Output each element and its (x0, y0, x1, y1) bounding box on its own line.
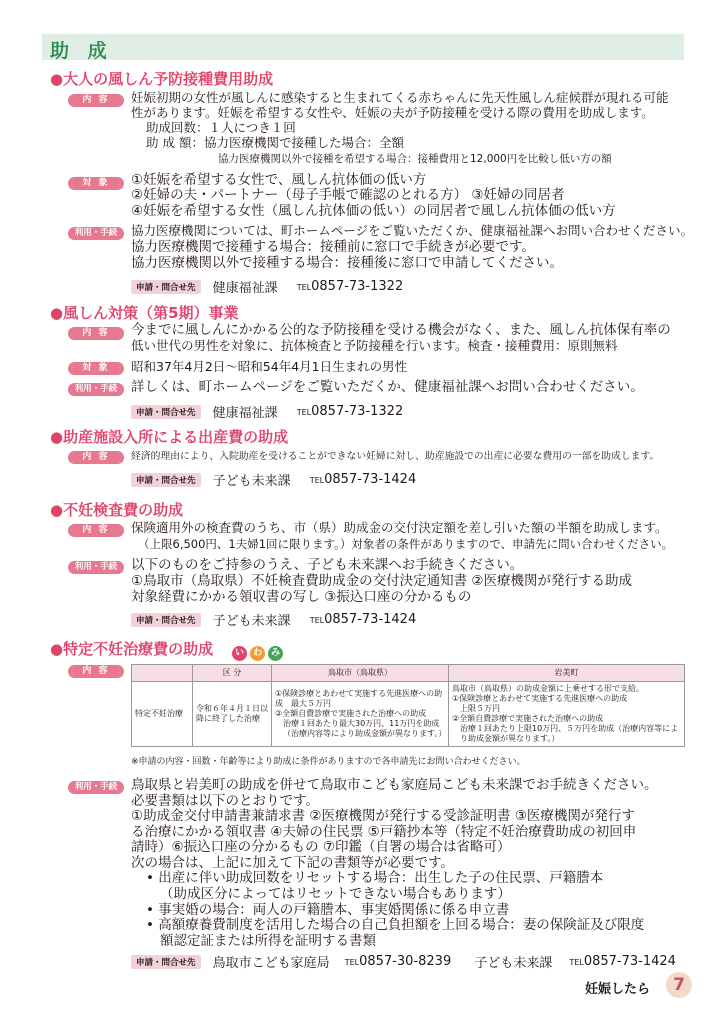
tel-prefix: TEL (569, 958, 584, 967)
content-line: 性があります。妊娠を希望する女性や、妊娠の夫が予防接種を受ける際の費用を助成します。 (131, 105, 654, 120)
tag-content: 内 容 (68, 451, 124, 464)
contact-infertility-treatment (131, 951, 676, 971)
procedure-line: 協力医療機関で接種する場合：接種前に窓口で手続きが必要です。 (131, 239, 535, 255)
tag-procedure: 利用・手続 (68, 781, 124, 794)
contact-rubella-vaccine (131, 276, 404, 296)
procedure-line: ①助成金交付申請書兼請求書 ②医療機関が発行する受診証明書 ③医療機関が発行す (131, 808, 635, 824)
tag-content: 内 容 (68, 94, 124, 107)
tottori-line: ②全額自費診療で実施された治療への助成 (275, 709, 427, 718)
contact-tel-2: 0857-73-1424 (583, 954, 676, 969)
footer-chapter-label: 妊娠したら (585, 982, 651, 997)
tel-prefix: TEL (296, 408, 312, 417)
table-header: 岩美町 (449, 665, 685, 682)
section-title-rubella-vaccine: ●大人の風しん予防接種費用助成 (50, 70, 274, 88)
table-header: 鳥取市（鳥取県） (272, 665, 449, 682)
procedure-line: る治療にかかる領収書 ④夫婦の住民票 ⑤戸籍抄本等（特定不妊治療費助成の初回申 (131, 824, 637, 840)
contact-badge: 申請・問合せ先 (131, 280, 201, 294)
procedure-line: • 出産に伴い助成回数をリセットする場合：出生した子の住民票、戸籍謄本 (146, 870, 604, 886)
procedure-line: 協力医療機関以外で接種する場合：接種後に窓口で申請してください。 (131, 255, 563, 271)
table-header: 区 分 (193, 665, 272, 682)
content-line: 助 成 額：協力医療機関で接種した場合：全額 (146, 135, 404, 150)
contact-dept: 健康福祉課 (212, 281, 278, 296)
content-line: 経済的理由により、入院助産を受けることができない妊婦に対し、助産施設での出産に必要な費用の一部を助成します。 (131, 451, 660, 462)
procedure-line: 鳥取県と岩美町の助成を併せて鳥取市こども家庭局こども未来課でお手続きください。 (131, 777, 658, 793)
tel-prefix: TEL (344, 958, 360, 967)
header-bar (42, 34, 684, 60)
target-line: ④妊娠を希望する女性（風しん抗体価の低い）の同居者で風しん抗体価の低い方 (131, 203, 616, 219)
contact-dept: 鳥取市こども家庭局 (212, 956, 330, 971)
target-line: ②妊婦の夫・パートナー（母子手帳で確認のとれる方） ③妊婦の同居者 (131, 187, 565, 203)
tag-content: 内 容 (68, 665, 124, 678)
logo-char-wa: わ (250, 646, 265, 661)
contact-maternity-facility (131, 469, 417, 489)
content-line: （上限6,500円、1夫婦1回に限ります。）対象者の条件がありますので、申請先に問い合わせください。 (138, 537, 674, 551)
page-number: 7 (666, 972, 692, 998)
logo-char-mi: み (268, 646, 283, 661)
procedure-line: 詳しくは、町ホームページをご覧いただくか、健康福祉課へお問い合わせください。 (131, 379, 644, 395)
table-note: ※申請の内容・回数・年齢等により助成に条件がありますので各申請先にお問い合わせください。 (131, 757, 526, 767)
section-title-rubella-5th: ●風しん対策（第5期）事業 (50, 304, 239, 322)
contact-badge: 申請・問合せ先 (131, 405, 201, 419)
target-line: ①妊娠を希望する女性で、風しん抗体価の低い方 (131, 172, 427, 188)
procedure-line: 以下のものをご持参のうえ、子ども未来課へお手続きください。 (131, 557, 524, 573)
contact-tel: 0857-73-1322 (311, 279, 404, 294)
contact-badge: 申請・問合せ先 (131, 613, 201, 627)
table-cell-category: 特定不妊治療 (132, 682, 193, 747)
contact-tel: 0857-73-1322 (311, 404, 404, 419)
procedure-line: 次の場合は、上記に加えて下記の書類等が必要です。 (131, 855, 454, 871)
contact-tel: 0857-73-1424 (324, 472, 417, 487)
procedure-line: • 高額療養費制度を活用した場合の自己負担額を上回る場合：妻の保険証及び限度 (146, 917, 645, 933)
contact-dept: 子ども未来課 (212, 614, 291, 629)
tag-target: 対 象 (68, 177, 124, 190)
contact-dept-2: 子ども未来課 (474, 956, 553, 971)
procedure-line: • 事実婚の場合：両人の戸籍謄本、事実婚関係に係る申立書 (146, 902, 510, 918)
tag-procedure: 利用・手続 (68, 561, 124, 574)
content-line: 協力医療機関以外で接種を希望する場合：接種費用と12,000円を比較し低い方の額 (218, 153, 612, 165)
target-line: 昭和37年4月2日～昭和54年4月1日生まれの男性 (131, 359, 408, 374)
contact-badge: 申請・問合せ先 (131, 473, 201, 487)
iwami-line: 上限５万円 (460, 704, 500, 713)
procedure-line: （助成区分によってはリセットできない場合もあります） (160, 886, 511, 902)
procedure-line: 協力医療機関については、町ホームページをご覧いただくか、健康福祉課へお問い合わせください。 (131, 223, 694, 238)
procedure-line: 額認定証または所得を証明する書類 (160, 933, 376, 949)
section-title-infertility-treatment: ●特定不妊治療費の助成 (50, 640, 214, 658)
content-line: 助成回数：１人につき１回 (146, 120, 296, 135)
table-cell-period: 令和６年４月１日以降に終了した治療 (193, 682, 272, 747)
procedure-line: 請時）⑥振込口座の分かるもの ⑦印鑑（自署の場合は省略可） (131, 839, 511, 855)
procedure-line: 必要書類は以下のとおりです。 (131, 793, 319, 809)
tag-content: 内 容 (68, 524, 124, 537)
table-header-blank (132, 665, 193, 682)
table-cell-tottori (272, 682, 449, 747)
contact-rubella-5th (131, 401, 404, 421)
tag-procedure: 利用・手続 (68, 227, 124, 240)
iwami-line: 鳥取市（鳥取県）の助成金額に上乗せする形で支給。 (452, 684, 644, 693)
procedure-line: 対象経費にかかる領収書の写し ③振込口座の分かるもの (131, 589, 472, 605)
contact-infertility-test (131, 609, 417, 629)
tag-procedure: 利用・手続 (68, 383, 124, 396)
content-line: 今までに風しんにかかる公的な予防接種を受ける機会がなく、また、風しん抗体保有率の (131, 322, 671, 338)
iwami-logo (232, 640, 281, 657)
contact-tel: 0857-73-1424 (324, 612, 417, 627)
grant-table (131, 664, 685, 747)
logo-char-i: い (232, 646, 247, 661)
section-title-maternity-facility: ●助産施設入所による出産費の助成 (50, 428, 289, 446)
contact-dept: 子ども未来課 (212, 474, 291, 489)
contact-tel: 0857-30-8239 (359, 954, 452, 969)
tag-target: 対 象 (68, 362, 124, 375)
tel-prefix: TEL (296, 283, 312, 292)
tel-prefix: TEL (309, 476, 325, 485)
iwami-line: 治療１回あたり上限10万円、５万円を助成（治療内容等により助成金額が異なります。） (460, 724, 679, 743)
page-title: 助 成 (50, 40, 113, 62)
contact-dept: 健康福祉課 (212, 406, 278, 421)
content-line: 妊娠初期の女性が風しんに感染すると生まれてくる赤ちゃんに先天性風しん症候群が現れる可能 (131, 90, 669, 105)
procedure-line: ①鳥取市（鳥取県）不妊検査費助成金の交付決定通知書 ②医療機関が発行する助成 (131, 573, 632, 589)
tel-prefix: TEL (309, 616, 325, 625)
tag-content: 内 容 (68, 327, 124, 340)
section-title-infertility-test: ●不妊検査費の助成 (50, 501, 184, 519)
content-line: 低い世代の男性を対象に、抗体検査と予防接種を行います。検査・接種費用：原則無料 (131, 338, 618, 353)
tottori-line: 治療１回あたり最大30万円、11万円を助成（治療内容等により助成金額が異なります。） (283, 719, 447, 738)
content-line: 保険適用外の検査費のうち、市（県）助成金の交付決定額を差し引いた額の半額を助成します。 (131, 520, 668, 535)
iwami-line: ②全額自費診療で実施された治療への助成 (452, 714, 604, 723)
contact-badge: 申請・問合せ先 (131, 955, 201, 969)
table-cell-iwami (449, 682, 685, 747)
iwami-line: ①保険診療とあわせて実施する先進医療への助成 (452, 694, 628, 703)
tottori-line: ①保険診療とあわせて実施する先進医療への助成 最大５万円 (275, 689, 443, 708)
